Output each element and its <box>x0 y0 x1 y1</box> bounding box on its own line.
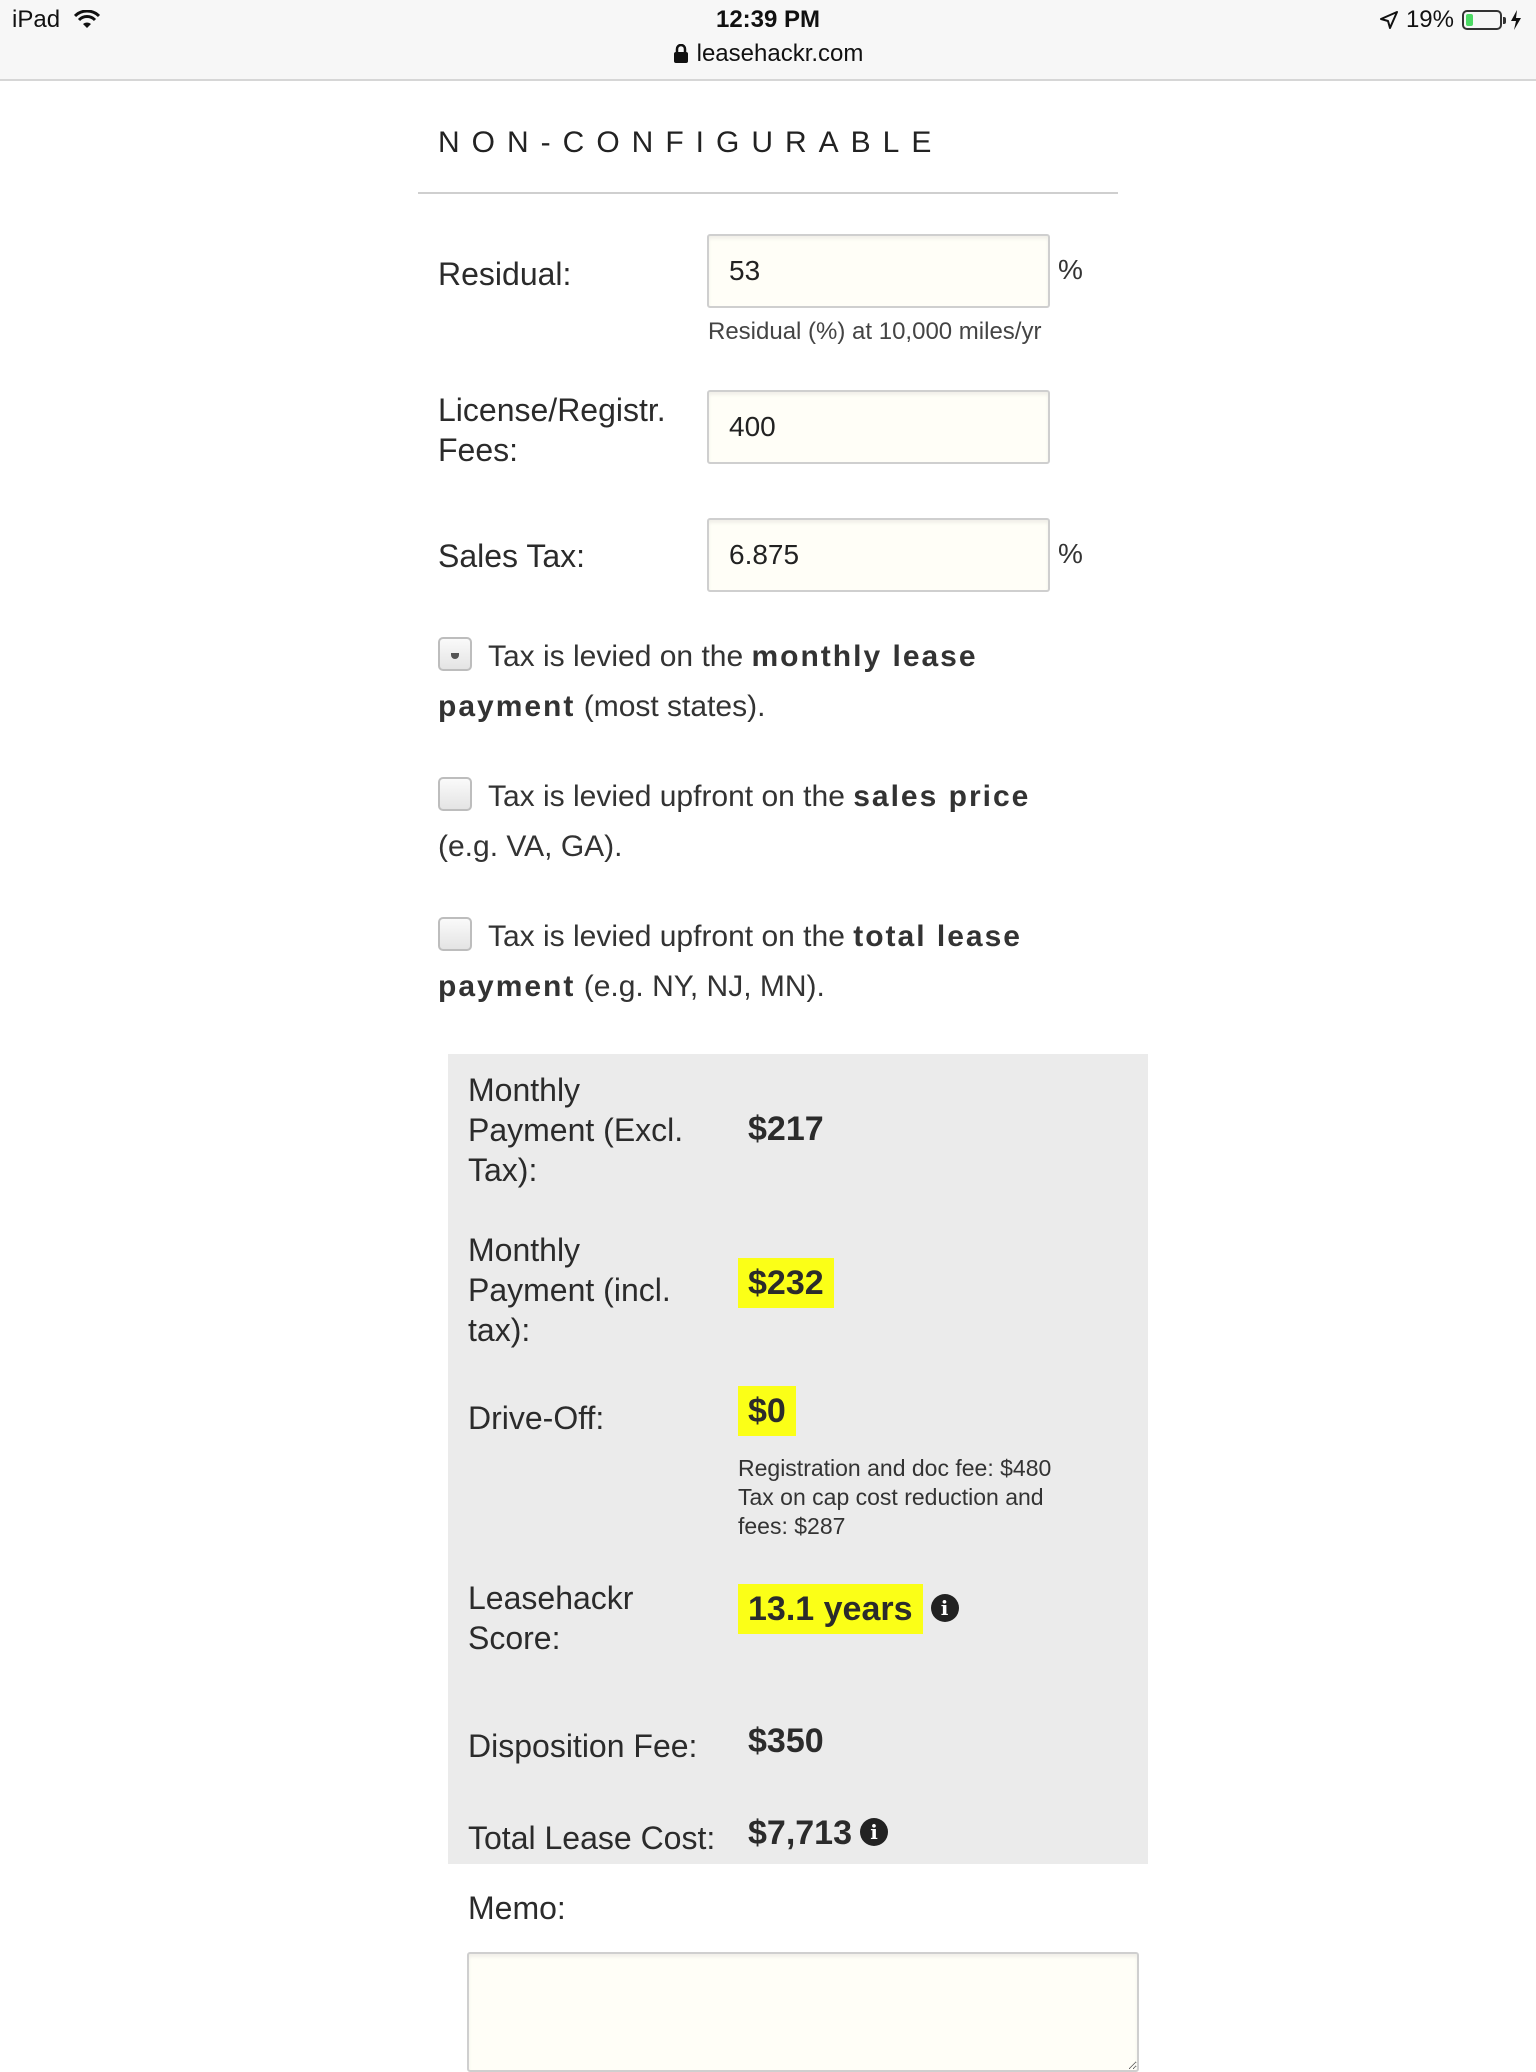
lock-icon <box>673 44 689 64</box>
total-info-icon[interactable]: i <box>860 1818 888 1846</box>
score-label-line1: Leasehackr <box>468 1580 634 1616</box>
sales-tax-label: Sales Tax: <box>438 538 586 574</box>
tax-option-monthly[interactable] <box>438 632 1098 732</box>
address-bar[interactable] <box>0 40 1536 68</box>
tax-option-total-lease-checkbox[interactable] <box>438 917 472 951</box>
monthly-incl-label-line1: Monthly <box>468 1232 581 1268</box>
drive-off-note <box>738 1454 1128 1541</box>
monthly-excl-label-line2: Payment (Excl. <box>468 1112 684 1148</box>
memo-label: Memo: <box>468 1890 566 1926</box>
tax-option-monthly-checkbox[interactable] <box>438 637 472 671</box>
drive-off-note-line3: fees: $287 <box>738 1513 846 1539</box>
sales-tax-input[interactable] <box>707 518 1050 592</box>
status-bar <box>0 0 1536 81</box>
tax-option-sales-price-pre: Tax is levied upfront on the <box>488 780 854 813</box>
total-value <box>748 1814 888 1853</box>
score-label <box>468 1578 633 1658</box>
section-divider <box>418 192 1118 194</box>
tax-option-sales-price-bold: sales price <box>853 780 1031 813</box>
monthly-excl-label <box>468 1070 683 1190</box>
fees-label <box>438 390 666 470</box>
residual-input[interactable] <box>707 234 1050 308</box>
total-value-text: $7,713 <box>748 1814 852 1852</box>
memo-textarea[interactable] <box>467 1952 1139 2072</box>
score-info-icon[interactable]: i <box>931 1594 959 1622</box>
monthly-incl-highlight: $232 <box>738 1258 834 1308</box>
disposition-value: $350 <box>748 1722 824 1760</box>
score-label-line2: Score: <box>468 1620 561 1656</box>
battery-percent: 19% <box>1405 6 1454 33</box>
battery-icon <box>1462 10 1502 30</box>
clock: 12:39 PM <box>715 6 821 33</box>
results-panel <box>448 1054 1148 1864</box>
drive-off-highlight: $0 <box>738 1386 796 1436</box>
tax-option-total-lease[interactable] <box>438 912 1098 1012</box>
monthly-incl-label-line3: tax): <box>468 1312 531 1348</box>
tax-option-sales-price-post: (e.g. VA, GA). <box>438 830 623 863</box>
monthly-excl-value: $217 <box>748 1110 824 1148</box>
monthly-excl-label-line1: Monthly <box>468 1072 581 1108</box>
tax-option-total-lease-post: (e.g. NY, NJ, MN). <box>575 970 825 1003</box>
fees-label-line1: License/Registr. <box>438 392 666 428</box>
score-highlight: 13.1 years <box>738 1584 923 1634</box>
tax-option-monthly-pre: Tax is levied on the <box>488 640 752 673</box>
tax-option-sales-price-checkbox[interactable] <box>438 777 472 811</box>
drive-off-note-line1: Registration and doc fee: $480 <box>738 1455 1052 1481</box>
fees-label-line2: Fees: <box>438 432 519 468</box>
tax-option-sales-price[interactable] <box>438 772 1098 872</box>
monthly-incl-label <box>468 1230 671 1350</box>
score-value <box>738 1590 959 1629</box>
fees-input[interactable] <box>707 390 1050 464</box>
residual-helper: Residual (%) at 10,000 miles/yr <box>708 318 1042 345</box>
monthly-incl-value <box>738 1264 834 1303</box>
monthly-incl-label-line2: Payment (incl. <box>468 1272 671 1308</box>
device-name: iPad <box>12 6 61 33</box>
tax-option-total-lease-pre: Tax is levied upfront on the <box>488 920 854 953</box>
tax-option-monthly-post: (most states). <box>575 690 766 723</box>
tax-option-total-lease-bold: total lease payment <box>438 920 1022 1003</box>
location-arrow-icon <box>1380 11 1398 29</box>
section-heading: NON-CONFIGURABLE <box>438 126 944 159</box>
drive-off-label: Drive-Off: <box>468 1400 605 1436</box>
drive-off-value <box>738 1392 796 1431</box>
disposition-label: Disposition Fee: <box>468 1728 698 1764</box>
url-text: leasehackr.com <box>696 40 864 67</box>
residual-unit: % <box>1058 254 1083 285</box>
tax-option-monthly-bold: monthly lease payment <box>438 640 978 723</box>
monthly-excl-label-line3: Tax): <box>468 1152 538 1188</box>
total-label: Total Lease Cost: <box>468 1820 716 1856</box>
status-center <box>0 6 1536 68</box>
sales-tax-unit: % <box>1058 538 1083 569</box>
status-right <box>1380 6 1522 34</box>
drive-off-note-line2: Tax on cap cost reduction and <box>738 1484 1044 1510</box>
residual-label: Residual: <box>438 256 572 292</box>
charging-bolt-icon <box>1510 10 1522 30</box>
